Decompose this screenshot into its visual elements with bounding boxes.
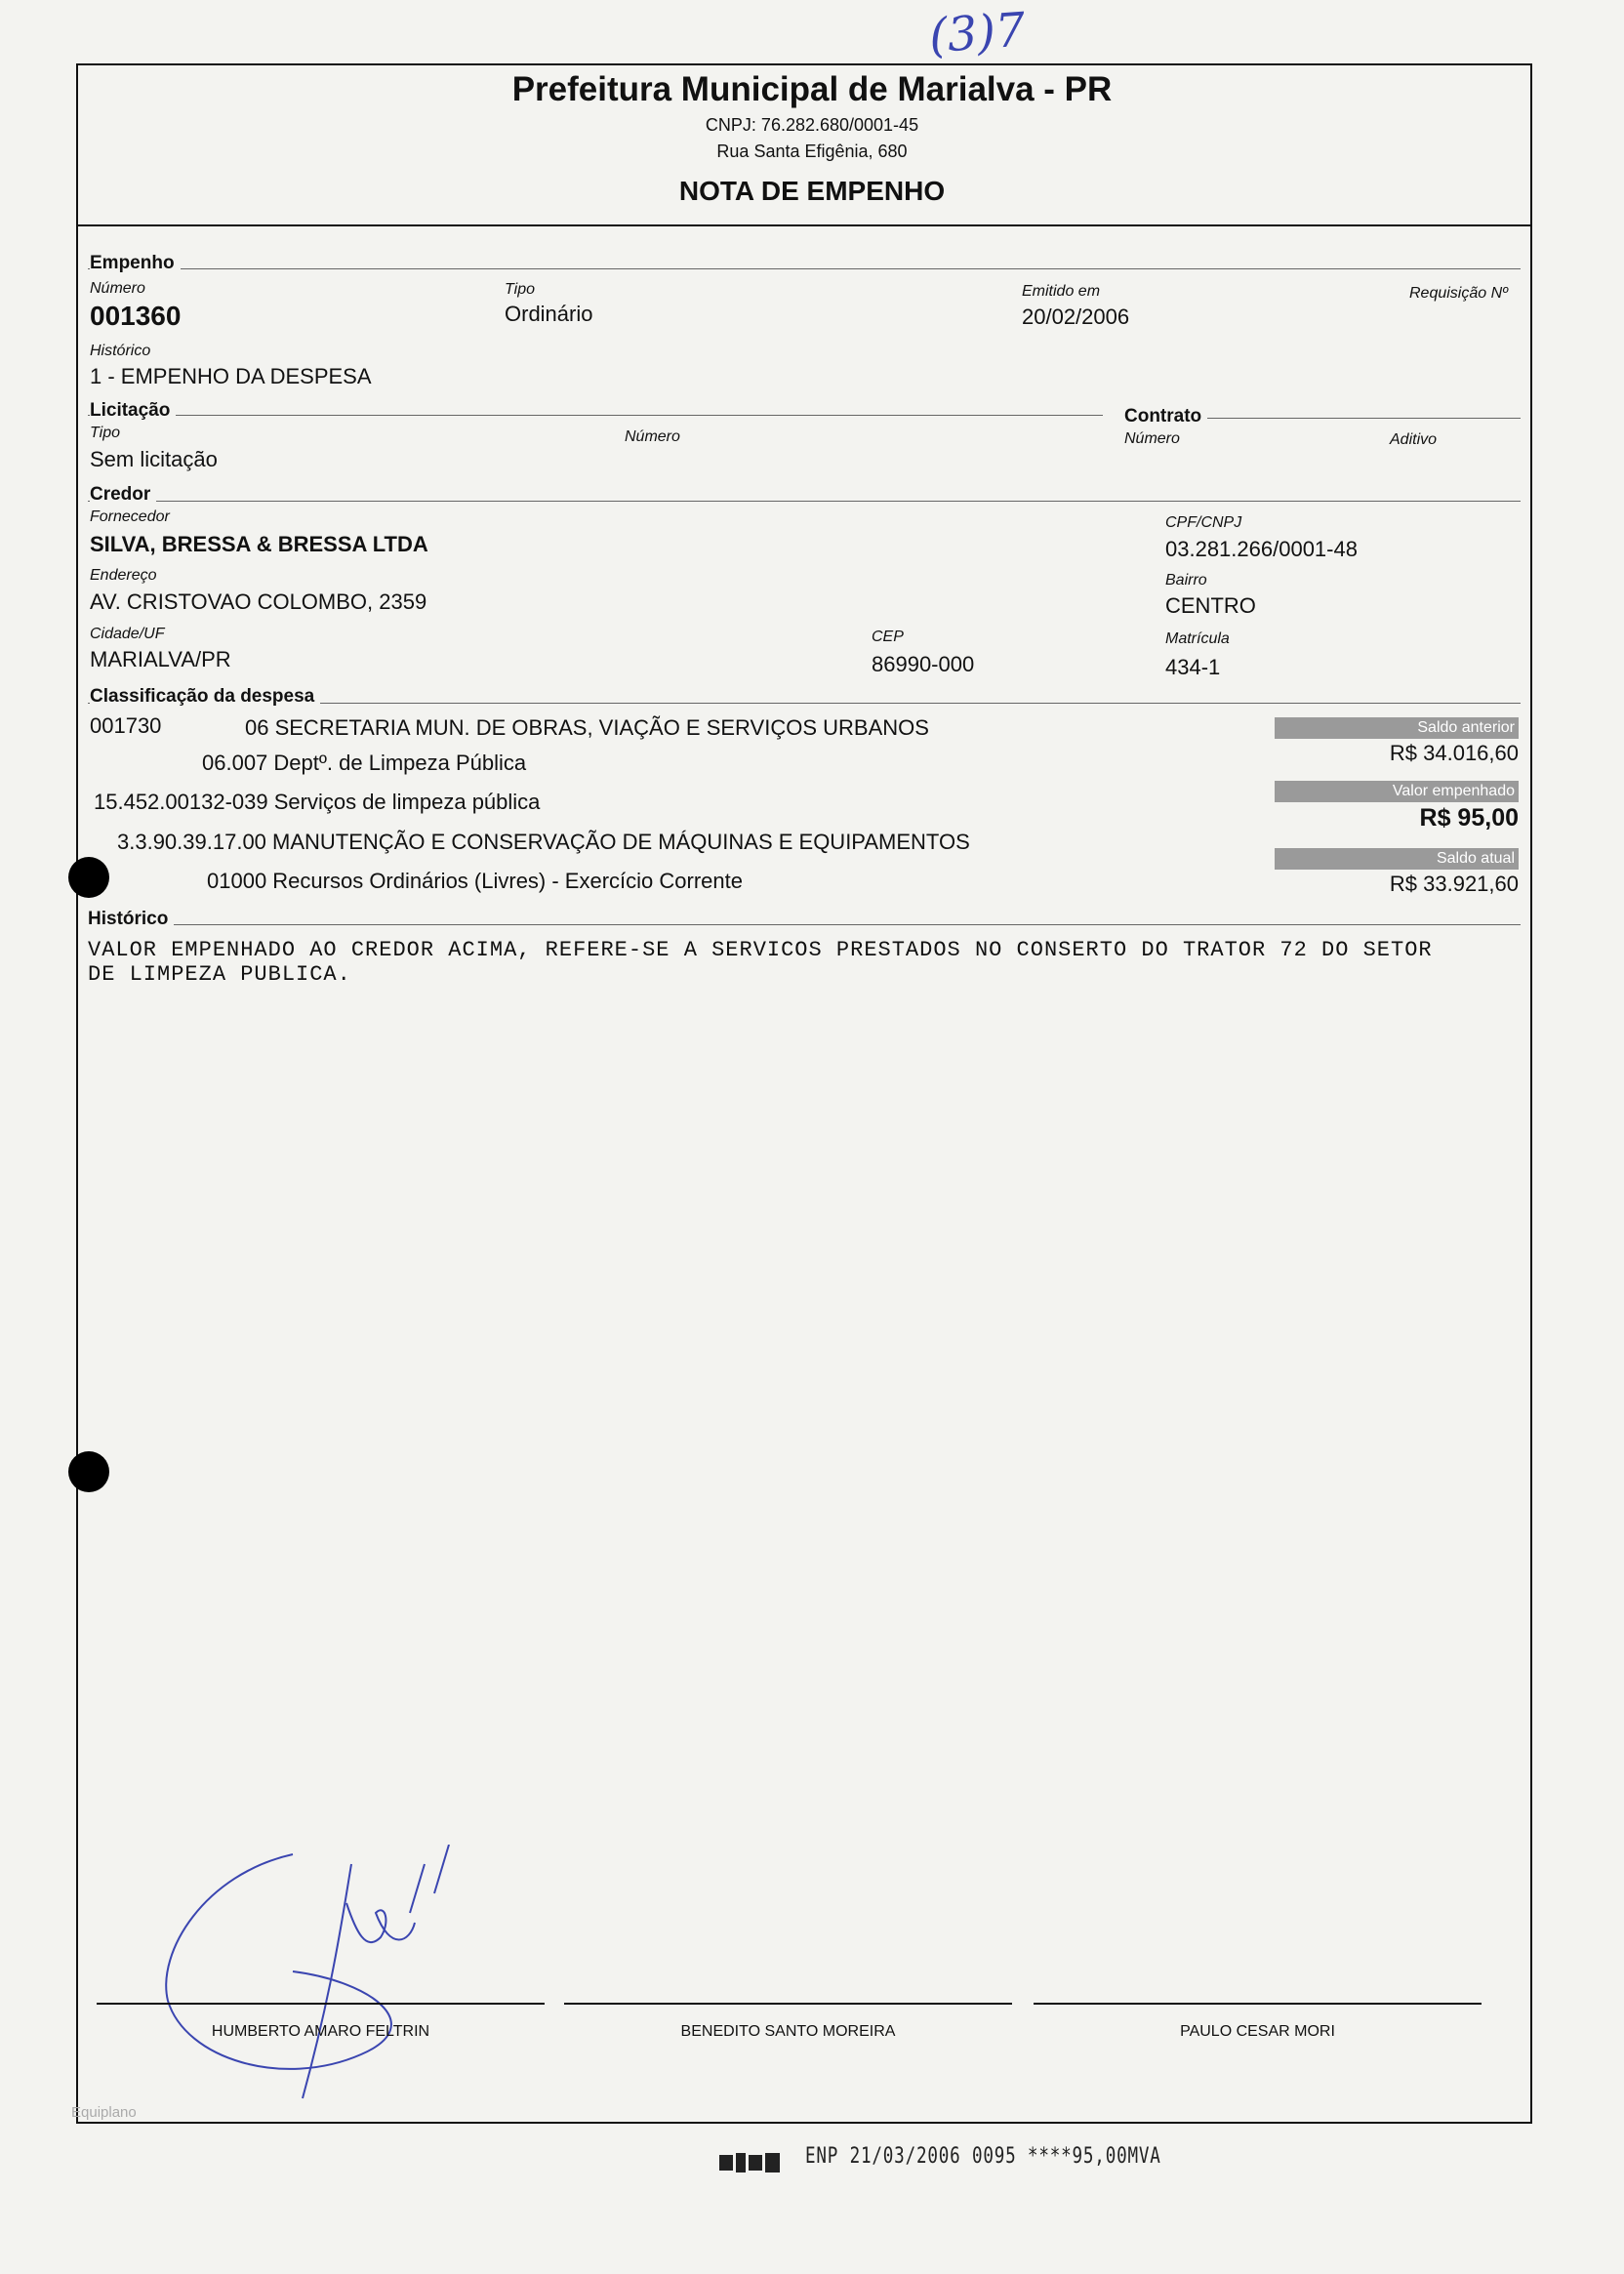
historico-section-label: Histórico bbox=[88, 909, 174, 930]
saldo-anterior-value: R$ 34.016,60 bbox=[1389, 741, 1519, 765]
emitido-label: Emitido em bbox=[1022, 283, 1101, 300]
historico-rule bbox=[88, 924, 1521, 925]
licitacao-section-label: Licitação bbox=[90, 400, 176, 422]
licitacao-tipo: Sem licitação bbox=[90, 447, 218, 471]
credor-rule bbox=[88, 501, 1521, 502]
credor-matricula: 434-1 bbox=[1165, 655, 1221, 679]
valor-empenhado-value: R$ 95,00 bbox=[1419, 804, 1519, 832]
signature-line-1 bbox=[97, 2003, 545, 2005]
signature-name-1: HUMBERTO AMARO FELTRIN bbox=[211, 2023, 430, 2040]
credor-cnpj: 03.281.266/0001-48 bbox=[1165, 537, 1358, 561]
historico-line-1: VALOR EMPENHADO AO CREDOR ACIMA, REFERE-SE A SERVICOS PRESTADOS NO CONSERTO DO TRATOR 72 DO SETOR bbox=[88, 938, 1433, 962]
credor-cidade: MARIALVA/PR bbox=[90, 647, 231, 671]
classificacao-unidade: 06.007 Deptº. de Limpeza Pública bbox=[202, 751, 527, 775]
contrato-section-label: Contrato bbox=[1124, 406, 1207, 427]
contrato-numero-label: Número bbox=[1124, 430, 1180, 447]
empenho-section-label: Empenho bbox=[90, 253, 181, 274]
historico-label: Histórico bbox=[90, 343, 151, 359]
cidade-label: Cidade/UF bbox=[90, 626, 165, 642]
page-title: Prefeitura Municipal de Marialva - PR bbox=[511, 70, 1113, 108]
page-number-handwritten: (3)7 bbox=[927, 2, 1028, 64]
stamp-logo-icon bbox=[719, 2150, 780, 2175]
licitacao-tipo-label: Tipo bbox=[90, 425, 120, 441]
classificacao-section-label: Classificação da despesa bbox=[90, 686, 320, 708]
signature-name-3: PAULO CESAR MORI bbox=[1180, 2023, 1335, 2040]
saldo-atual-value: R$ 33.921,60 bbox=[1389, 872, 1519, 896]
fornecedor-name: SILVA, BRESSA & BRESSA LTDA bbox=[90, 532, 428, 556]
header-cnpj: CNPJ: 76.282.680/0001-45 bbox=[705, 115, 919, 135]
empenho-tipo: Ordinário bbox=[505, 302, 593, 326]
empenho-historico: 1 - EMPENHO DA DESPESA bbox=[90, 364, 372, 388]
tipo-label: Tipo bbox=[505, 281, 535, 298]
receipt-stamp: ENP 21/03/2006 0095 ****95,00MVA bbox=[805, 2144, 1161, 2169]
punch-hole-bottom bbox=[68, 1451, 109, 1492]
empenho-rule bbox=[88, 268, 1521, 269]
saldo-anterior-label: Saldo anterior bbox=[1275, 717, 1519, 739]
endereco-label: Endereço bbox=[90, 567, 157, 584]
historico-line-2: DE LIMPEZA PUBLICA. bbox=[88, 962, 351, 987]
valor-empenhado-label: Valor empenhado bbox=[1275, 781, 1519, 802]
punch-hole-top bbox=[68, 857, 109, 898]
saldo-atual-label: Saldo atual bbox=[1275, 848, 1519, 870]
signature-line-2 bbox=[564, 2003, 1012, 2005]
credor-section-label: Credor bbox=[90, 484, 156, 506]
cep-label: CEP bbox=[872, 629, 904, 645]
licitacao-rule bbox=[88, 415, 1103, 416]
footer-brand: Equiplano bbox=[71, 2104, 137, 2121]
header-divider bbox=[76, 224, 1532, 226]
header-address: Rua Santa Efigênia, 680 bbox=[716, 142, 908, 161]
numero-label: Número bbox=[90, 280, 145, 297]
bairro-label: Bairro bbox=[1165, 572, 1207, 589]
classificacao-orgao: 06 SECRETARIA MUN. DE OBRAS, VIAÇÃO E SERVIÇOS URBANOS bbox=[245, 715, 929, 740]
classificacao-code: 001730 bbox=[90, 713, 162, 738]
contrato-aditivo-label: Aditivo bbox=[1390, 431, 1438, 448]
signature-line-3 bbox=[1034, 2003, 1482, 2005]
matricula-label: Matrícula bbox=[1165, 630, 1230, 647]
classificacao-recurso: 01000 Recursos Ordinários (Livres) - Exercício Corrente bbox=[207, 869, 743, 893]
cnpj-label: CPF/CNPJ bbox=[1165, 514, 1242, 531]
classificacao-elemento: 3.3.90.39.17.00 MANUTENÇÃO E CONSERVAÇÃO DE MÁQUINAS E EQUIPAMENTOS bbox=[117, 830, 970, 854]
licitacao-numero-label: Número bbox=[625, 428, 680, 445]
signature-name-2: BENEDITO SANTO MOREIRA bbox=[680, 2023, 896, 2040]
credor-bairro: CENTRO bbox=[1165, 593, 1256, 618]
credor-endereco: AV. CRISTOVAO COLOMBO, 2359 bbox=[90, 589, 427, 614]
empenho-numero: 001360 bbox=[90, 301, 182, 331]
classificacao-funcional: 15.452.00132-039 Serviços de limpeza pública bbox=[94, 790, 541, 814]
requisicao-label: Requisição Nº bbox=[1409, 285, 1508, 302]
handwritten-signature bbox=[146, 1845, 459, 2118]
emitido-date: 20/02/2006 bbox=[1022, 305, 1130, 329]
credor-cep: 86990-000 bbox=[872, 652, 975, 676]
document-title: NOTA DE EMPENHO bbox=[678, 176, 946, 206]
fornecedor-label: Fornecedor bbox=[90, 508, 170, 525]
